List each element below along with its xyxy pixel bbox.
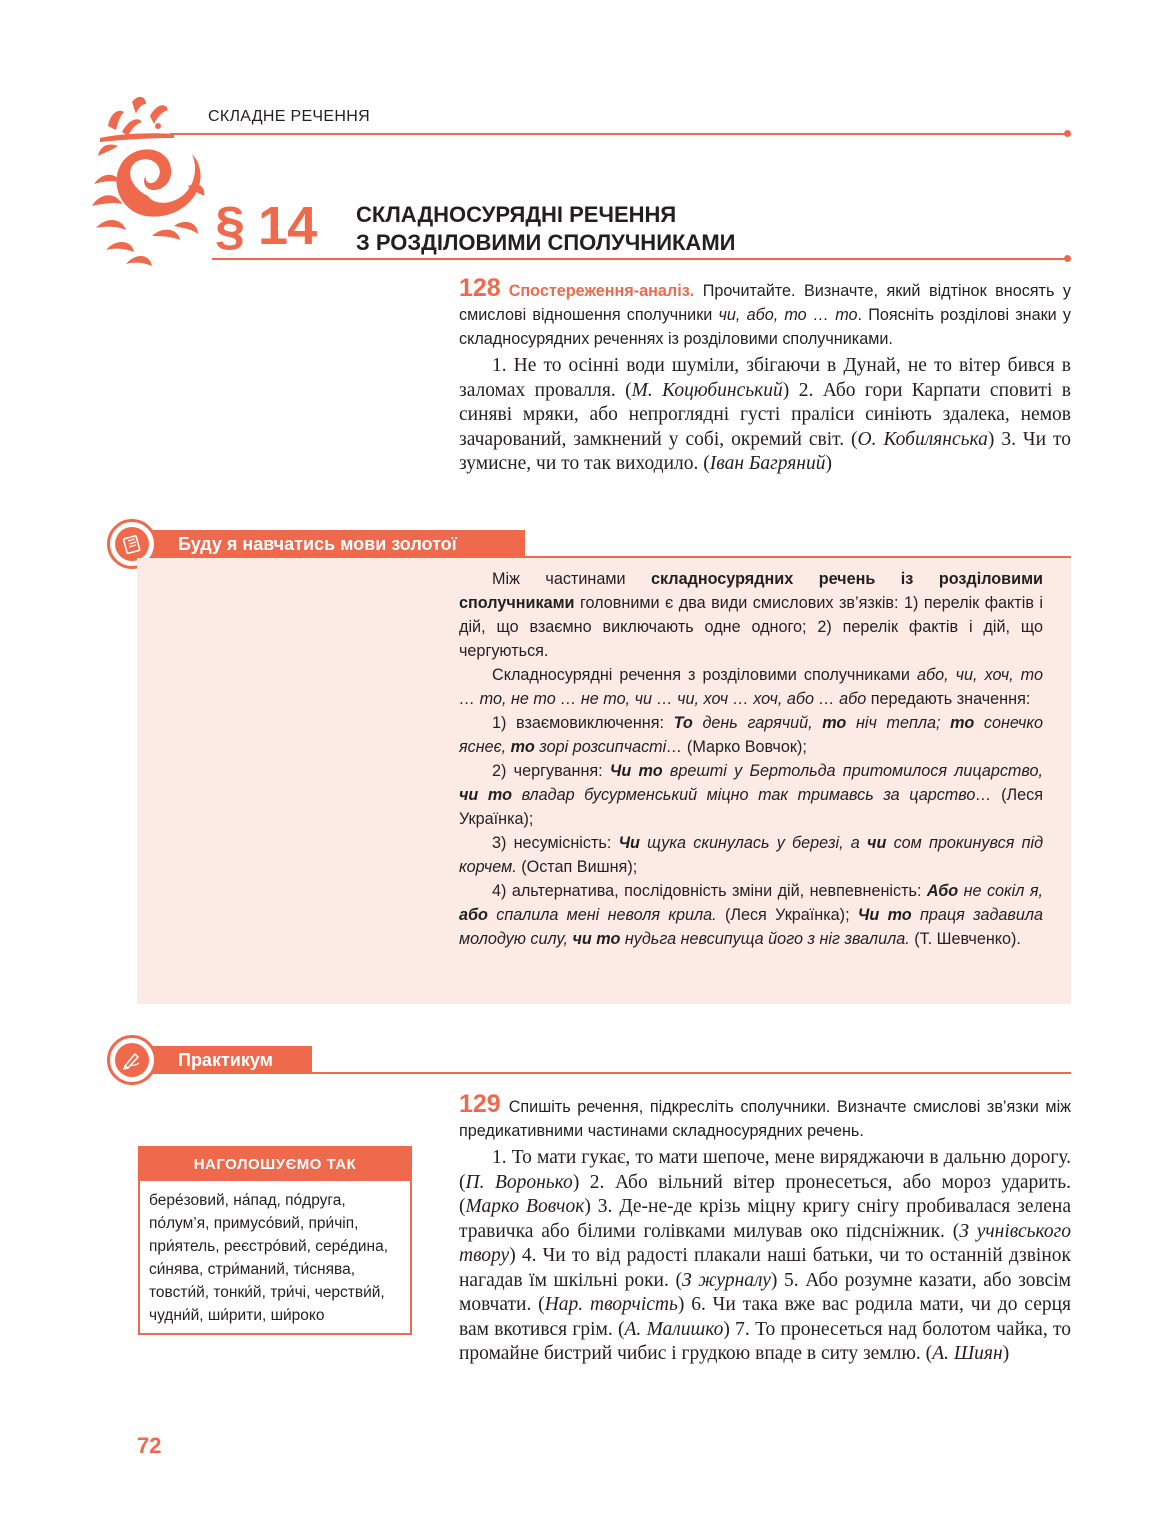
section-title	[356, 201, 735, 257]
exercise-number: 128	[459, 274, 501, 302]
section-number: § 14	[215, 196, 317, 256]
running-title: СКЛАДНЕ РЕЧЕННЯ	[208, 108, 370, 125]
floral-ornament-icon	[88, 86, 218, 276]
exercise-task-text: Прочитайте. Визначте, який відтінок вносять у смислові відношення сполучники чи, або, то … то. Поясніть розділові знаки у складносурядних реченнях із розділовими сполучниками.	[459, 282, 1071, 348]
section-title-line1: СКЛАДНОСУРЯДНІ РЕЧЕННЯ	[356, 202, 677, 227]
exercise-task-text: Спишіть речення, підкресліть сполучники. Визначте смислові зв’язки між предикативними частинами складносурядних речень.	[459, 1098, 1071, 1140]
rule-banner	[137, 530, 525, 558]
stress-box	[138, 1146, 412, 1335]
exercise-129-text	[459, 1146, 1071, 1367]
header-rule-end	[1064, 130, 1071, 137]
exercise-label: Спостереження-аналіз.	[508, 282, 695, 300]
exercise-129-sentences: 1. То мати гукає, то мати шепоче, мене виряджаючи в дальню дорогу. (П. Воронько) 2. Або вільний вітер пронесеться, або мороз ударить. (Марко Вовчок) 3. Де-не-де крізь міцну кригу снігу пробивалася зелена травичка або білими голівками милував око підсніжник. (З учнівського твору) 4. Чи то від радості плакали наші батьки, чи то останній дзвінок нагадав їм шкільні роки. (З журналу) 5. Або розумне казати, або зовсім мовчати. (Нар. творчість) 6. Чи така вже вас родила мати, чи до серця вам вкотився грім. (А. Малишко) 7. То пронесеться над болотом чайка, то промайне бистрий чибис і грудкою впаде в ситу землю. (А. Шиян)	[459, 1147, 1072, 1364]
stress-box-heading: НАГОЛОШУЄМО ТАК	[140, 1148, 410, 1181]
exercise-number: 129	[459, 1090, 501, 1118]
exercise-129-task	[459, 1092, 1071, 1143]
rule-item: 4) альтернатива, послідовність зміни дій, невпевненість: Або не сокіл я, або спалила мені неволя крила. (Леся Українка); Чи то праця задавила молодую силу, чи то нудьга невсипуща його з ніг звалила. (Т. Шевченко).	[459, 882, 1044, 948]
exercise-128-sentences: 1. Не то осінні води шуміли, збігаючи в Дунай, не то вітер бився в заломах провалля. (М. Коцюбинський) 2. Або гори Карпати сповиті в синяві мряки, або непроглядні густі праліси синіють здалека, немов зачарований, замкнений у собі, окремий світ. (О. Кобилянська) 3. Чи то зумисне, чи то так виходило. (Іван Багряний)	[459, 355, 1071, 474]
hand-pen-icon-badge	[107, 1035, 157, 1085]
rule-item: 3) несумісність: Чи щука скинулась у березі, а чи сом прокинувся під корчем. (Остап Вишня);	[459, 834, 1044, 876]
rule-paragraph: Між частинами складносурядних речень із розділовими сполучниками головними є два види смислових зв’язків: 1) перелік фактів і дій, що взаємно виключають одне одного; 2) перелік фактів і дій, що чергуються.	[459, 570, 1043, 660]
header-rule	[170, 133, 1066, 135]
rule-item: 1) взаємовиключення: То день гарячий, то ніч тепла; то сонечко яснеє, то зорі розсипчасті… (Марко Вовчок);	[459, 714, 1043, 756]
section-title-line2: З РОЗДІЛОВИМИ СПОЛУЧНИКАМИ	[356, 230, 736, 255]
stress-box-words: бере́зовий, на́пад, по́друга, по́лум’я, примусо́вий, при́чіп, при́ятель, реєстро́вий, сере́дина, си́нява, стри́маний, ти́снява, товсти́й, тонки́й, три́чі, черстви́й, чудни́й, ши́рити, ши́роко	[149, 1192, 389, 1324]
section-rule-end	[1064, 255, 1071, 262]
exercise-128-text	[459, 354, 1071, 477]
exercise-128-task	[459, 276, 1071, 351]
page-number: 72	[137, 1433, 162, 1458]
book-icon	[122, 534, 142, 554]
rule-text	[459, 567, 1043, 951]
section-rule	[212, 258, 1066, 260]
rule-banner-label: Буду я навчатись мови золотої	[178, 534, 457, 554]
practicum-banner	[137, 1046, 312, 1074]
rule-item: 2) чергування: Чи то врешті у Бертольда притомилося лицарство, чи то владар бусурменський міцно так тримавсь за царство… (Леся Українка);	[459, 762, 1044, 828]
hand-pen-icon	[121, 1049, 143, 1071]
practicum-banner-line	[312, 1072, 1071, 1074]
rule-paragraph: Складносурядні речення з розділовими сполучниками або, чи, хоч, то … то, не то … не то, чи … чи, хоч … хоч, або … або передають значення:	[459, 666, 1043, 708]
practicum-banner-label: Практикум	[178, 1050, 273, 1070]
